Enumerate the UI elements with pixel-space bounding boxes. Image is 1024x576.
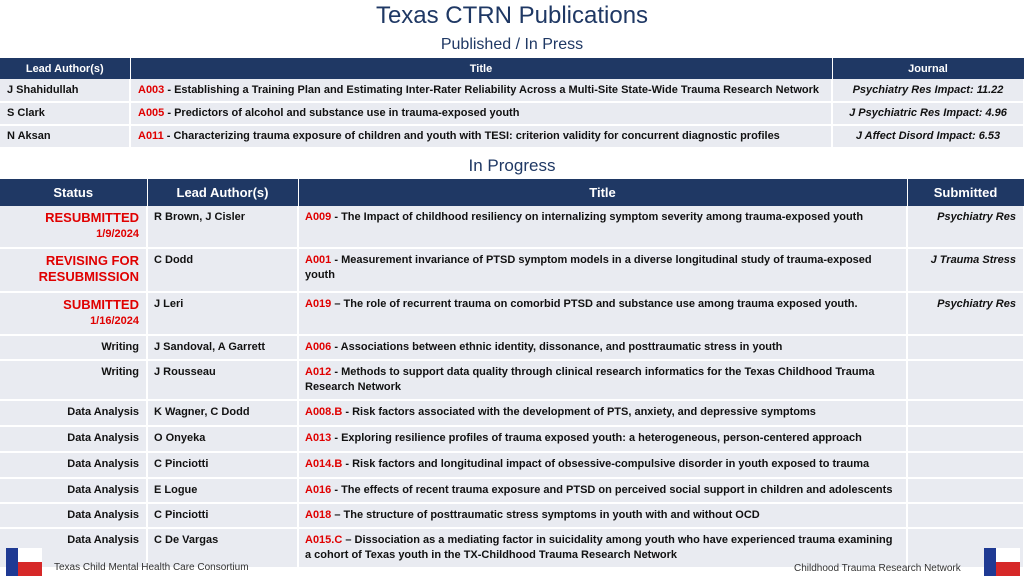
- project-code: A006: [305, 341, 332, 353]
- lead-author: C Pinciotti: [147, 503, 298, 528]
- project-code: A015.C: [305, 534, 343, 546]
- progress-row: [0, 503, 1024, 528]
- progress-row: [0, 335, 1024, 360]
- lead-author: K Wagner, C Dodd: [147, 400, 298, 426]
- lead-author: C De Vargas: [147, 528, 298, 568]
- progress-row: [0, 452, 1024, 478]
- project-code: A018: [305, 509, 332, 521]
- status-label: REVISING FOR RESUBMISSION: [38, 253, 139, 284]
- progress-row: [0, 292, 1024, 335]
- title-text: - Establishing a Training Plan and Estimating Inter-Rater Reliability Across a Multi-Site State-Wide Trauma Research Network: [164, 83, 820, 96]
- publication-title: [130, 102, 832, 125]
- title-text: - The effects of recent trauma exposure and PTSD on perceived social support in children and adolescents: [331, 484, 893, 496]
- progress-row: [0, 206, 1024, 248]
- submitted-journal: [907, 335, 1024, 360]
- progress-row: [0, 360, 1024, 400]
- texas-flag-icon: [984, 548, 1020, 576]
- title-text: - Measurement invariance of PTSD symptom models in a diverse longitudinal study of trauma-exposed youth: [305, 254, 872, 281]
- submitted-journal: J Trauma Stress: [907, 248, 1024, 292]
- submitted-journal: [907, 360, 1024, 400]
- status-cell: [0, 292, 147, 335]
- status-cell: [0, 206, 147, 248]
- project-code: A013: [305, 432, 332, 444]
- status-cell: [0, 248, 147, 292]
- submitted-journal: [907, 503, 1024, 528]
- status-date: 1/9/2024: [96, 228, 139, 240]
- published-heading: Published / In Press: [440, 36, 584, 53]
- lead-author: E Logue: [147, 478, 298, 503]
- project-code: A019: [305, 298, 332, 310]
- col-submitted: Submitted: [907, 179, 1024, 206]
- project-code: A012: [305, 366, 332, 378]
- lead-author: J Rousseau: [147, 360, 298, 400]
- status-label: Data Analysis: [67, 458, 139, 470]
- published-row: [0, 125, 1024, 148]
- submitted-journal: Psychiatry Res: [907, 206, 1024, 248]
- progress-row: [0, 426, 1024, 452]
- project-title: [298, 528, 907, 568]
- title-text: – The structure of posttraumatic stress symptoms in youth with and without OCD: [331, 509, 760, 521]
- project-title: [298, 426, 907, 452]
- lead-author: N Aksan: [0, 125, 130, 148]
- published-header-row: [0, 58, 1024, 79]
- status-cell: [0, 335, 147, 360]
- status-label: Writing: [101, 341, 139, 353]
- progress-row: [0, 400, 1024, 426]
- project-title: [298, 335, 907, 360]
- status-label: Data Analysis: [67, 534, 139, 546]
- status-cell: [0, 360, 147, 400]
- col-journal: Journal: [832, 58, 1024, 79]
- in-progress-table: [0, 179, 1024, 569]
- title-text: - The Impact of childhood resiliency on internalizing symptom severity among trauma-exposed youth: [331, 211, 864, 223]
- status-label: Data Analysis: [67, 509, 139, 521]
- journal-impact: Psychiatry Res Impact: 11.22: [832, 79, 1024, 102]
- status-cell: [0, 426, 147, 452]
- lead-author: C Dodd: [147, 248, 298, 292]
- status-cell: [0, 452, 147, 478]
- col-title: Title: [130, 58, 832, 79]
- page-title: Texas CTRN Publications: [375, 2, 649, 29]
- submitted-journal: [907, 452, 1024, 478]
- project-title: [298, 452, 907, 478]
- project-code: A009: [305, 211, 332, 223]
- journal-impact: J Affect Disord Impact: 6.53: [832, 125, 1024, 148]
- project-title: [298, 292, 907, 335]
- col-status: Status: [0, 179, 147, 206]
- project-code: A005: [138, 107, 165, 119]
- in-progress-heading: In Progress: [468, 156, 556, 175]
- project-title: [298, 400, 907, 426]
- status-date: 1/16/2024: [90, 315, 139, 327]
- status-cell: [0, 400, 147, 426]
- journal-impact: J Psychiatric Res Impact: 4.96: [832, 102, 1024, 125]
- lead-author: O Onyeka: [147, 426, 298, 452]
- project-code: A014.B: [305, 458, 343, 470]
- project-title: [298, 478, 907, 503]
- status-cell: [0, 478, 147, 503]
- submitted-journal: Psychiatry Res: [907, 292, 1024, 335]
- status-label: Data Analysis: [67, 432, 139, 444]
- footer-network-name: Childhood Trauma Research Network: [794, 563, 961, 574]
- project-code: A001: [305, 254, 332, 266]
- submitted-journal: [907, 400, 1024, 426]
- col-lead-author: Lead Author(s): [0, 58, 130, 79]
- publication-title: [130, 125, 832, 148]
- progress-header-row: [0, 179, 1024, 206]
- status-label: RESUBMITTED: [45, 210, 139, 225]
- publication-title: [130, 79, 832, 102]
- project-code: A016: [305, 484, 332, 496]
- project-code: A008.B: [305, 406, 343, 418]
- status-label: SUBMITTED: [63, 297, 139, 312]
- title-text: - Methods to support data quality through clinical research informatics for the Texas Childhood Trauma Research Network: [305, 366, 875, 393]
- submitted-journal: [907, 478, 1024, 503]
- project-title: [298, 360, 907, 400]
- published-row: [0, 102, 1024, 125]
- title-text: - Characterizing trauma exposure of children and youth with TESI: criterion validity for concurrent diagnostic profiles: [163, 130, 780, 142]
- project-title: [298, 503, 907, 528]
- status-label: Writing: [101, 366, 139, 378]
- lead-author: C Pinciotti: [147, 452, 298, 478]
- project-title: [298, 206, 907, 248]
- title-text: - Predictors of alcohol and substance use in trauma-exposed youth: [164, 107, 520, 119]
- title-text: – The role of recurrent trauma on comorbid PTSD and substance use among trauma exposed youth.: [331, 298, 858, 310]
- lead-author: R Brown, J Cisler: [147, 206, 298, 248]
- project-code: A011: [138, 130, 164, 142]
- status-cell: [0, 503, 147, 528]
- project-code: A003: [138, 83, 165, 96]
- title-text: - Risk factors and longitudinal impact of obsessive-compulsive disorder in youth exposed to trauma: [342, 458, 870, 470]
- title-text: - Exploring resilience profiles of trauma exposed youth: a heterogeneous, person-centered approach: [331, 432, 862, 444]
- progress-row: [0, 478, 1024, 503]
- lead-author: J Shahidullah: [0, 79, 130, 102]
- lead-author: J Sandoval, A Garrett: [147, 335, 298, 360]
- texas-flag-icon: [6, 548, 42, 576]
- project-title: [298, 248, 907, 292]
- status-label: Data Analysis: [67, 484, 139, 496]
- title-text: - Associations between ethnic identity, dissonance, and posttraumatic stress in youth: [331, 341, 783, 353]
- progress-row: [0, 248, 1024, 292]
- title-text: – Dissociation as a mediating factor in suicidality among youth who have experienced trauma examining a cohort of Texas youth in the TX-Childhood Trauma Research Network: [305, 534, 893, 561]
- footer-consortium-name: Texas Child Mental Health Care Consortium: [54, 562, 249, 573]
- col-title: Title: [298, 179, 907, 206]
- col-lead-author: Lead Author(s): [147, 179, 298, 206]
- status-label: Data Analysis: [67, 406, 139, 418]
- lead-author: J Leri: [147, 292, 298, 335]
- published-table: [0, 58, 1024, 149]
- submitted-journal: [907, 426, 1024, 452]
- published-row: [0, 79, 1024, 102]
- lead-author: S Clark: [0, 102, 130, 125]
- title-text: - Risk factors associated with the development of PTS, anxiety, and depressive symptoms: [342, 406, 816, 418]
